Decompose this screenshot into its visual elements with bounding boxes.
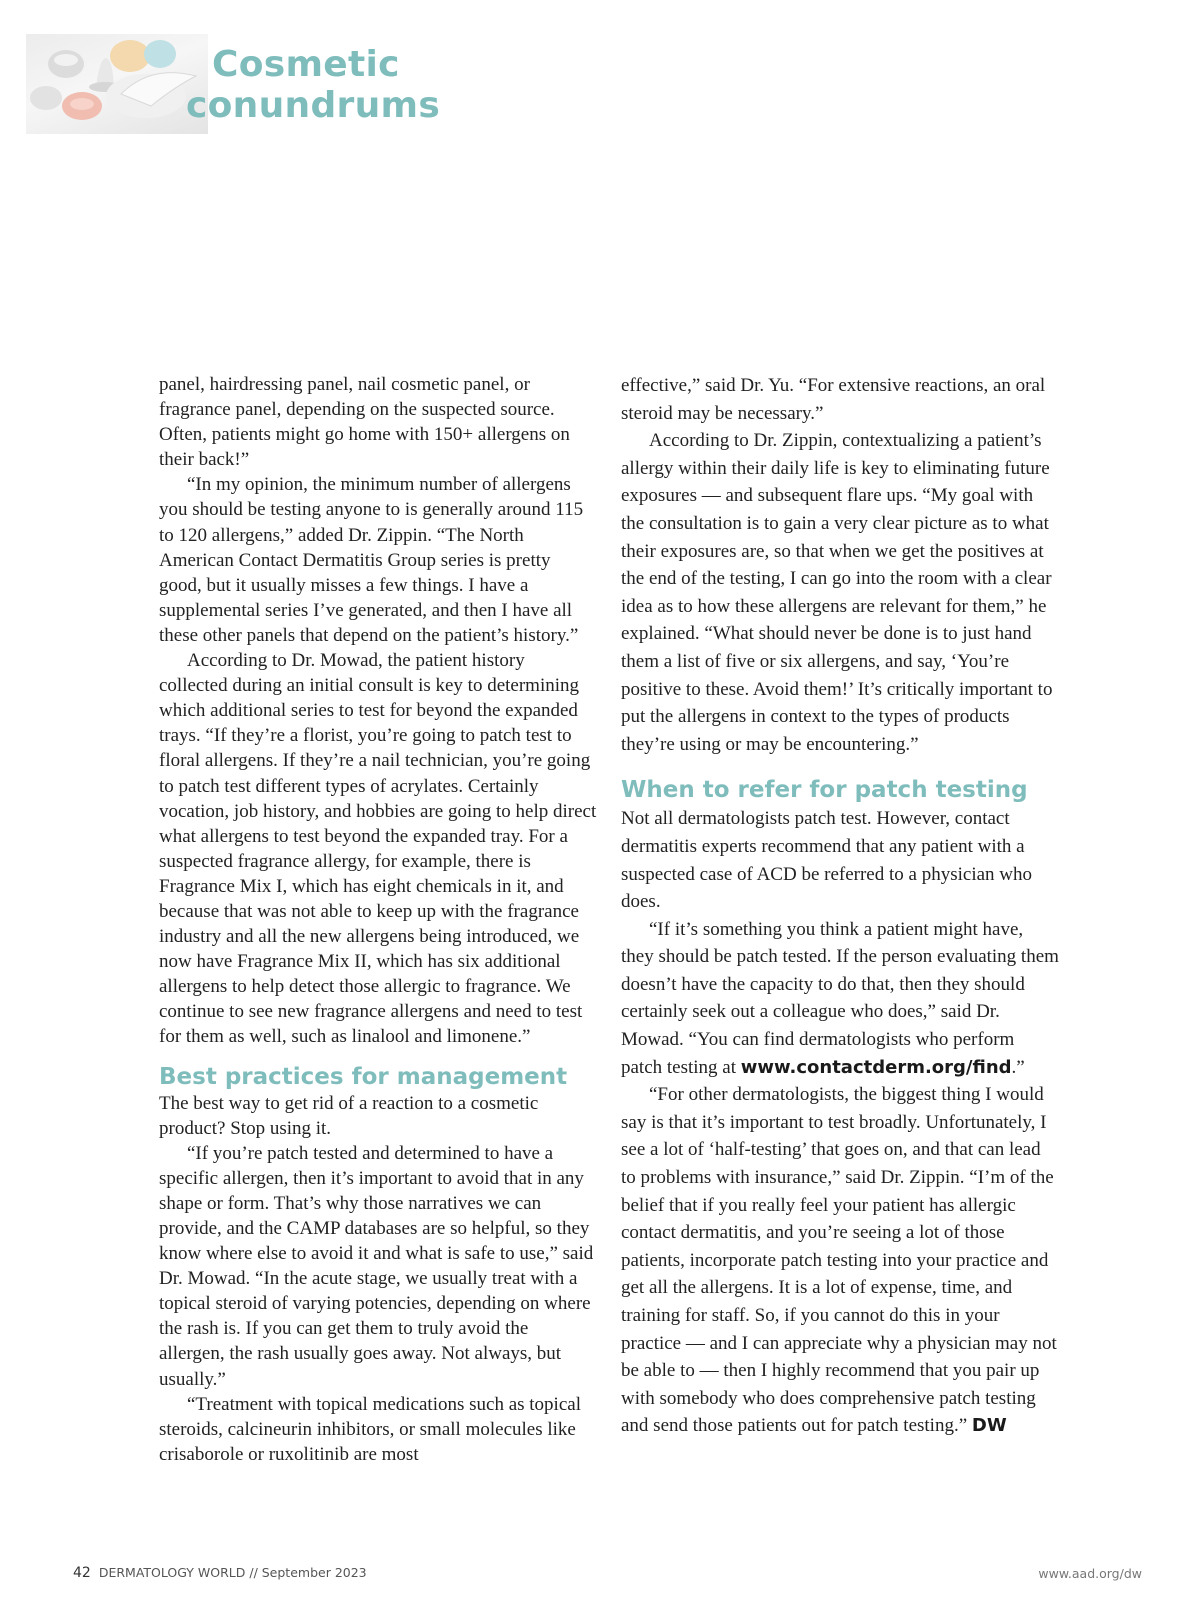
section-title-line2: conundrums: [186, 85, 441, 126]
paragraph-text: .”: [1011, 1056, 1025, 1078]
paragraph-text: “For other dermatologists, the biggest thing I would say is that it’s important to test broadly. Unfortunately, I see a lot of ‘half-testing’ that goes on, and that can lead to problems with insurance,” said Dr. Zippin. “I’m of the belief that if you really feel your patient has allergic contact dermatitis, and you’re seeing a lot of those patients, incorporate patch testing into your practice and get all the allergens. It is a lot of expense, time, and training for staff. So, if you cannot do this in your practice — and I can appreciate why a physician may not be able to — then I highly recommend that you pair up with somebody who does comprehensive patch testing and send those patients out for patch testing.”: [621, 1084, 1057, 1437]
paragraph: “Treatment with topical medications such as topical steroids, calcineurin inhibitors, or small molecules like crisaborole or ruxolitinib are most: [159, 1393, 581, 1465]
paragraph: Not all dermatologists patch test. However, contact dermatitis experts recommend that any patient with a suspected case of ACD be referred to a physician who does.: [621, 808, 1032, 913]
paragraph: According to Dr. Mowad, the patient history collected during an initial consult is key to determining which additional series to test for beyond the expanded trays. “If they’re a florist, you’re going to patch test to floral allergens. If they’re a nail technician, you’re going to patch test different types of acrylates. Certainly vocation, job history, and hobbies are going to help direct what allergens to test beyond the expanded tray. For a suspected fragrance allergy, for example, there is Fragrance Mix I, which has eight chemicals in it, and because that was not able to keep up with the fragrance industry and all the new allergens being introduced, we now have Fragrance Mix II, which has six additional allergens to help detect those allergic to fragrance. We continue to see new fragrance allergens and need to test for them as well, such as linalool and limonene.”: [159, 650, 597, 1048]
left-column: [159, 372, 597, 1467]
page-number: 42: [73, 1565, 91, 1581]
paragraph-text: “If it’s something you think a patient might have, they should be patch tested. If the person evaluating them doesn’t have the capacity to do that, then they should certainly seek out a colleague who does,” said Dr. Mowad. “You can find dermatologists who perform patch testing at: [621, 918, 1059, 1078]
subheading-best-practices: Best practices for management: [159, 1063, 568, 1090]
paragraph: [621, 1081, 1059, 1440]
paragraph: [621, 916, 1059, 1082]
footer-folio: [73, 1565, 367, 1581]
contactderm-link[interactable]: www.contactderm.org/find: [740, 1056, 1012, 1078]
paragraph: The best way to get rid of a reaction to a cosmetic product? Stop using it.: [159, 1092, 539, 1139]
paragraph: effective,” said Dr. Yu. “For extensive reactions, an oral steroid may be necessary.”: [621, 375, 1046, 424]
paragraph: According to Dr. Zippin, contextualizing a patient’s allergy within their daily life is key to eliminating future exposures — and subsequent flare ups. “My goal with the consultation is to gain a very clear picture as to what their exposures are, so that when we get the positives at the end of the testing, I can go into the room with a clear idea as to how these allergens are relevant for them,” he explained. “What should never be done is to just hand them a list of five or six allergens, and say, ‘You’re positive to these. Avoid them!’ It’s critically important to put the allergens in context to the types of products they’re using or may be encountering.”: [621, 430, 1053, 755]
section-title: [186, 44, 440, 126]
publication-name: DERMATOLOGY WORLD // September 2023: [98, 1565, 367, 1580]
footer-url[interactable]: www.aad.org/dw: [1038, 1566, 1142, 1581]
end-mark: DW: [971, 1415, 1007, 1437]
paragraph: panel, hairdressing panel, nail cosmetic panel, or fragrance panel, depending on the suspected source. Often, patients might go home with 150+ allergens on their back!”: [159, 374, 570, 471]
right-column: [621, 372, 1059, 1440]
paragraph: “In my opinion, the minimum number of allergens you should be testing anyone to is generally around 115 to 120 allergens,” added Dr. Zippin. “The North American Contact Dermatitis Group series is pretty good, but it usually misses a few things. I have a supplemental series I’ve generated, and then I have all these other panels that depend on the patient’s history.”: [159, 474, 584, 646]
subheading-when-to-refer: When to refer for patch testing: [621, 777, 1028, 804]
section-title-line1: Cosmetic: [212, 44, 400, 85]
cosmetic-jars-photo: [26, 34, 208, 134]
paragraph: “If you’re patch tested and determined to have a specific allergen, then it’s important to avoid that in any shape or form. That’s why those narratives we can provide, and the CAMP databases are so helpful, so they know where else to avoid it and what is safe to use,” said Dr. Mowad. “In the acute stage, we usually treat with a topical steroid of varying potencies, depending on where the rash is. If you can get them to truly avoid the allergen, the rash usually goes away. Not always, but usually.”: [159, 1142, 594, 1390]
